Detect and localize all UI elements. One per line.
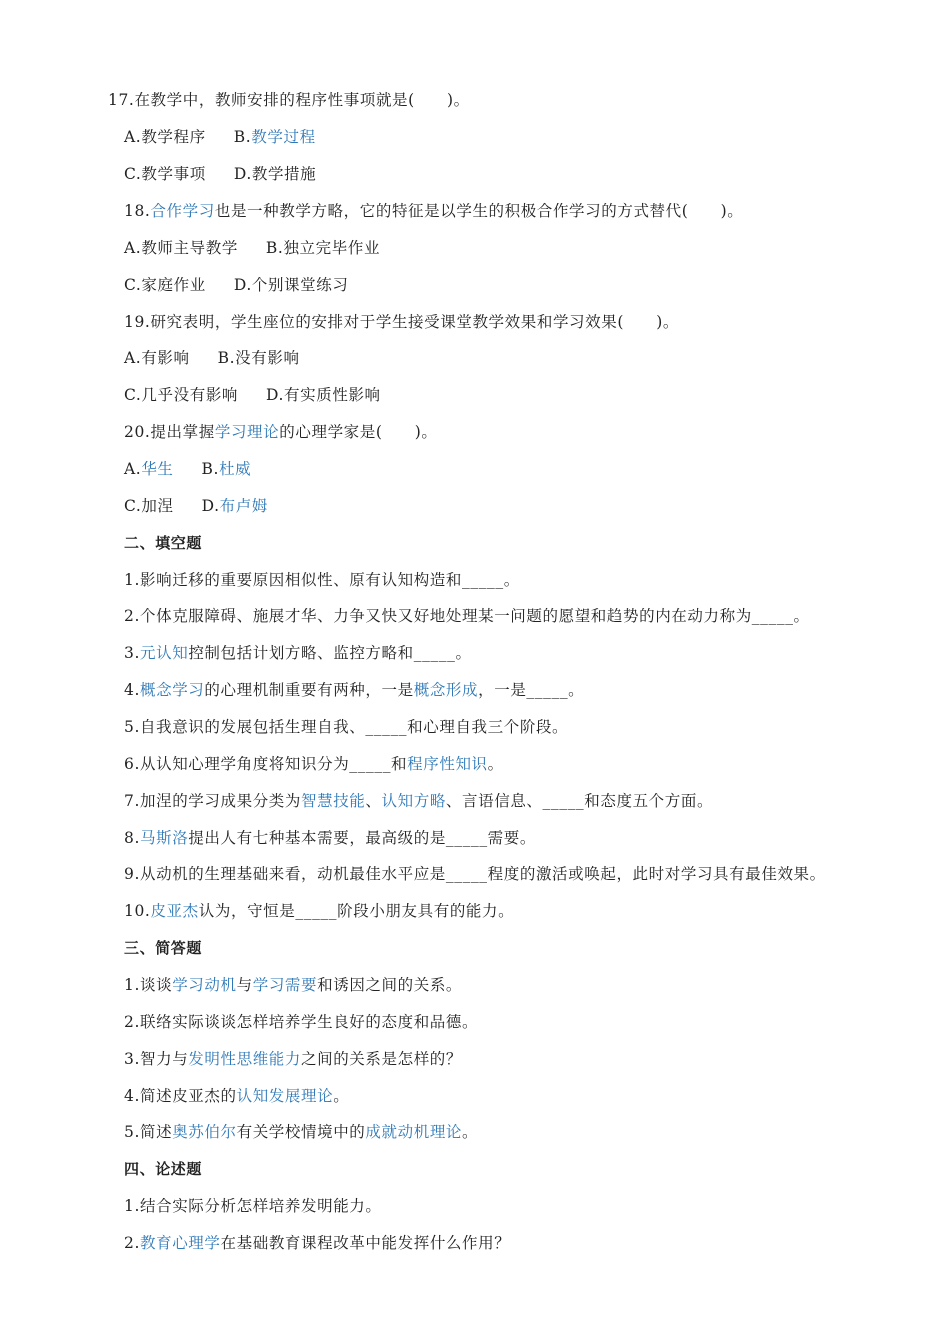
essay-item-1: 1.结合实际分析怎样培养发明能力。 (124, 1197, 382, 1215)
keyword-link[interactable]: 教学过程 (251, 128, 316, 146)
keyword-link[interactable]: 杜威 (219, 460, 252, 478)
options-row: A.有影响 B.没有影响 (124, 349, 300, 367)
keyword-link[interactable]: 合作学习 (150, 202, 215, 220)
keyword-link[interactable]: 认知发展理论 (236, 1087, 334, 1105)
question-18: 18.合作学习也是一种教学方略，它的特征是以学生的积极合作学习的方式替代( )。 (124, 202, 744, 220)
keyword-link[interactable]: 认知方略 (381, 792, 446, 810)
keyword-link[interactable]: 概念学习 (140, 681, 205, 699)
fill-item-8: 8.马斯洛提出人有七种基本需要，最高级的是_____需要。 (124, 829, 536, 847)
essay-item-2: 2.教育心理学在基础教育课程改革中能发挥什么作用？ (124, 1234, 511, 1252)
options-row: A.华生 B.杜威 (124, 460, 252, 478)
short-item-1: 1.谈谈学习动机与学习需要和诱因之间的关系。 (124, 976, 463, 994)
fill-item-2: 2.个体克服障碍、施展才华、力争又快又好地处理某一问题的愿望和趋势的内在动力称为_____。 (124, 607, 810, 625)
question-20: 20.提出掌握学习理论的心理学家是( )。 (124, 423, 438, 441)
short-item-5: 5.简述奥苏伯尔有关学校情境中的成就动机理论。 (124, 1123, 479, 1141)
section-heading-short: 三、简答题 (124, 939, 203, 957)
section-heading-essay: 四、论述题 (124, 1160, 203, 1178)
keyword-link[interactable]: 布卢姆 (219, 497, 268, 515)
keyword-link[interactable]: 成就动机理论 (365, 1123, 463, 1141)
fill-item-10: 10.皮亚杰认为，守恒是_____阶段小朋友具有的能力。 (124, 902, 515, 920)
keyword-link[interactable]: 发明性思维能力 (188, 1050, 301, 1068)
question-17: 17.在教学中，教师安排的程序性事项就是( )。 (108, 91, 470, 109)
options-row: C.教学事项 D.教学措施 (124, 165, 317, 183)
keyword-link[interactable]: 奥苏伯尔 (172, 1123, 237, 1141)
fill-item-9: 9.从动机的生理基础来看，动机最佳水平应是_____程度的激活或唤起，此时对学习具有最佳效果。 (124, 865, 826, 883)
options-row: A.教师主导教学 B.独立完毕作业 (124, 239, 381, 257)
options-row: C.家庭作业 D.个别课堂练习 (124, 276, 349, 294)
options-row: C.几乎没有影响 D.有实质性影响 (124, 386, 381, 404)
keyword-link[interactable]: 马斯洛 (140, 829, 189, 847)
keyword-link[interactable]: 概念形成 (413, 681, 479, 699)
fill-item-7: 7.加涅的学习成果分类为智慧技能、认知方略、言语信息、_____和态度五个方面。 (124, 792, 714, 810)
keyword-link[interactable]: 皮亚杰 (150, 902, 199, 920)
fill-item-1: 1.影响迁移的重要原因相似性、原有认知构造和_____。 (124, 571, 520, 589)
keyword-link[interactable]: 学习需要 (252, 976, 318, 994)
short-item-2: 2.联络实际谈谈怎样培养学生良好的态度和品德。 (124, 1013, 479, 1031)
fill-item-5: 5.自我意识的发展包括生理自我、_____和心理自我三个阶段。 (124, 718, 569, 736)
keyword-link[interactable]: 教育心理学 (140, 1234, 221, 1252)
keyword-link[interactable]: 程序性知识 (407, 755, 488, 773)
section-heading-fill: 二、填空题 (124, 534, 203, 552)
question-19: 19.研究表明，学生座位的安排对于学生接受课堂教学效果和学习效果( )。 (124, 313, 679, 331)
keyword-link[interactable]: 学习动机 (172, 976, 237, 994)
fill-item-6: 6.从认知心理学角度将知识分为_____和程序性知识。 (124, 755, 504, 773)
keyword-link[interactable]: 华生 (141, 460, 174, 478)
short-item-3: 3.智力与发明性思维能力之间的关系是怎样的？ (124, 1050, 463, 1068)
fill-item-4: 4.概念学习的心理机制重要有两种，一是概念形成，一是_____。 (124, 681, 585, 699)
options-row: A.教学程序 B.教学过程 (124, 128, 316, 146)
fill-item-3: 3.元认知控制包括计划方略、监控方略和_____。 (124, 644, 472, 662)
keyword-link[interactable]: 元认知 (140, 644, 189, 662)
options-row: C.加涅 D.布卢姆 (124, 497, 268, 515)
keyword-link[interactable]: 智慧技能 (301, 792, 366, 810)
keyword-link[interactable]: 学习理论 (214, 423, 280, 441)
short-item-4: 4.简述皮亚杰的认知发展理论。 (124, 1087, 350, 1105)
